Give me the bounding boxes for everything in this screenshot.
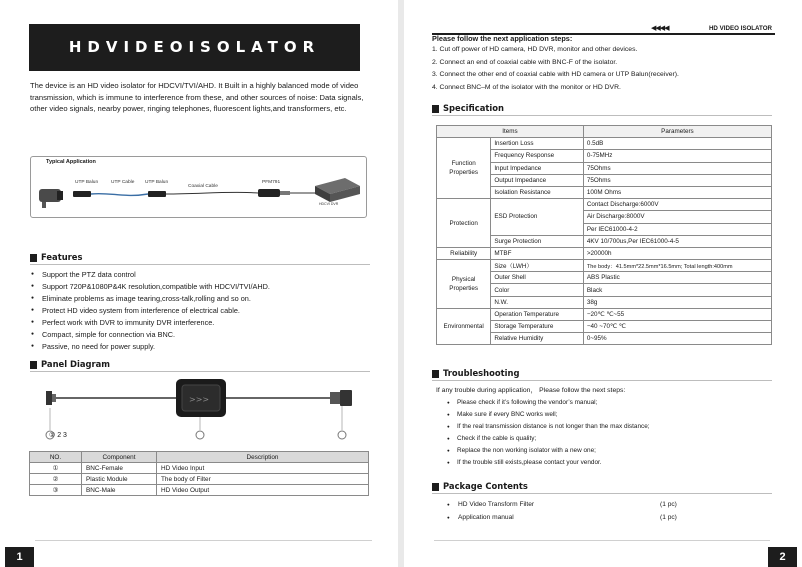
bnc-female-icon bbox=[46, 391, 176, 405]
table-row: ① BNC-Female HD Video Input bbox=[30, 463, 369, 474]
table-row: Protection ESD Protection Contact Discharge:6000V bbox=[437, 199, 772, 211]
table-row: Surge Protection 4KV 10/700us,Per IEC61000-4-5 bbox=[437, 235, 772, 247]
package-contents-heading bbox=[432, 482, 772, 494]
left-page: HDVIDEOISOLATOR The device is an HD video isolator for HDCVI/TVI/AHD. It Built in a highly balanced mode of video transmission, which is immune to interference from these, and other sources of noise: Data signals, other video signals, nearby power, ringing telephones, fluorescent lights,and transformers, etc. Typical Application UTP Balun UTP Cable UTP Balun Coaxial Cable PFM791 HDCVI DVR Features Support the PTZ data control Support 720P&1080P&4K resolution,compatible with HDCVI/TVI/AHD. Eliminate problems as image tearing,cross-talk,rolling and so on. Protect HD video system from interference of electrical cable. Perfect work with DVR to immunity DVR interference. Compact, simple for connection via BNC. Passive, no need for power supply. Panel Diagram >>> ① 2 3 NO. Component Description ① BNC-Female HD Video Input ② Plastic Module The body of Filter ③ BNC-Male HD Video Output 1 bbox=[0, 0, 398, 567]
table-header-row bbox=[30, 452, 369, 463]
table-row: Isolation Resistance 100M Ohms bbox=[437, 186, 772, 198]
col-description: Description bbox=[157, 452, 369, 463]
typical-application-title: Typical Application bbox=[46, 159, 96, 165]
panel-component-table bbox=[29, 451, 369, 496]
table-row: Outer Shell ABS Plastic bbox=[437, 272, 772, 284]
specification-heading bbox=[432, 104, 772, 116]
col-no: NO. bbox=[30, 452, 82, 463]
step-item: 4. Connect BNC–M of the isolator with the monitor or HD DVR. bbox=[432, 84, 621, 91]
specification-title: Specification bbox=[443, 103, 504, 113]
right-page: ◀◀◀◀ HD VIDEO ISOLATOR Please follow the next application steps: 1. Cut off power of HD camera, HD DVR, monitor and other devices. 2. Connect an end of coaxial cable with BNC-F of the isolator. 3. Connect the other end of coaxial cable with HD camera or UTP Balun(receiver). 4. Connect BNC–M of the isolator with the monitor or HD DVR. Specification Items Parameters Function Properties Insertion Loss 0.5dB Frequency Response 0-75MHz Input Impedance 75Ohms Output Impedance 75Ohms Isolation Resistance 100M Ohms Protection ESD Protection Contact Discharge:6000V Air Discharge:8000V Per IEC61000-4-2 Surge Protection 4KV 10/700us,Per IEC61000-4-5 Reliability MTBF >20000h Physical Properties Size（LWH） The body：41.5mm*22.5mm*16.5mm; Total length:400mm Outer Shell ABS Plastic Color Black N.W. 38g Environmental Operation Temperature −20℃ ℃~55 Storage Temperature −40 ~70℃ ℃ Relative Humidity 0~95% Troubleshooting If any trouble during application， Please follow the next steps: Please check if it’s following the vendor’s manual; Make sure if every BNC works well; If the real transmission distance is not longer than the max distance; Check if the cable is quality; Replace the non working isolator with a new one; If the trouble still exists,please contact your vendor. Package Contents HD Video Transform Filter (1 pc) Application manual (1 pc) 2 bbox=[404, 0, 802, 567]
troubleshooting-heading bbox=[432, 369, 772, 381]
table-row: Frequency Response 0-75MHz bbox=[437, 150, 772, 162]
features-title: Features bbox=[41, 252, 83, 262]
panel-diagram-heading bbox=[30, 360, 370, 372]
steps-title: Please follow the next application steps: bbox=[432, 34, 573, 43]
features-heading bbox=[30, 253, 370, 265]
col-component: Component bbox=[82, 452, 157, 463]
table-row: Relative Humidity 0~95% bbox=[437, 333, 772, 345]
table-row: Environmental Operation Temperature −20℃ ℃~55 bbox=[437, 308, 772, 320]
table-row: Air Discharge:8000V bbox=[437, 211, 772, 223]
camera-icon bbox=[39, 189, 63, 208]
diagram-label-coaxial-cable: Coaxial Cable bbox=[188, 184, 218, 189]
table-row: Input Impedance 75Ohms bbox=[437, 162, 772, 174]
coaxial-cable-line bbox=[166, 192, 258, 194]
step-item: 1. Cut off power of HD camera, HD DVR, monitor and other devices. bbox=[432, 46, 638, 53]
page-number: 1 bbox=[5, 547, 34, 567]
table-header-row: Items Parameters bbox=[437, 126, 772, 138]
panel-diagram-title: Panel Diagram bbox=[41, 359, 110, 369]
table-row: Function Properties Insertion Loss 0.5dB bbox=[437, 138, 772, 150]
table-row: Color Black bbox=[437, 284, 772, 296]
table-row: Per IEC61000-4-2 bbox=[437, 223, 772, 235]
section-marker bbox=[432, 370, 439, 378]
section-marker bbox=[30, 254, 37, 262]
intro-paragraph: The device is an HD video isolator for HDCVI/TVI/AHD. It Built in a highly balanced mode of video transmission, which is immune to interference from these, and other sources of noise: Data signals, other video signals, nearby power, ringing telephones, fluorescent lights,and transformers, etc. bbox=[30, 81, 364, 113]
table-row: Output Impedance 75Ohms bbox=[437, 174, 772, 186]
diagram-label-utp-cable: UTP Cable bbox=[111, 180, 135, 185]
section-marker bbox=[432, 483, 439, 491]
section-marker bbox=[432, 105, 439, 113]
diagram-label-pfm791: PFM791 bbox=[262, 180, 281, 185]
isolator-icon bbox=[258, 189, 290, 197]
banner-title: HDVIDEOISOLATOR bbox=[68, 38, 321, 56]
table-row: Storage Temperature −40 ~70℃ ℃ bbox=[437, 321, 772, 333]
package-contents-title: Package Contents bbox=[443, 481, 528, 491]
diagram-label-utp-balun-2: UTP Balun bbox=[145, 180, 169, 185]
dvr-icon bbox=[315, 178, 360, 202]
table-row: ② Plastic Module The body of Filter bbox=[30, 474, 369, 485]
specification-table bbox=[436, 125, 772, 345]
diagram-label-utp-balun-1: UTP Balun bbox=[75, 180, 99, 185]
section-marker bbox=[30, 361, 37, 369]
header-label: HD VIDEO ISOLATOR bbox=[708, 25, 772, 32]
title-banner bbox=[29, 24, 360, 71]
plastic-module-icon bbox=[176, 379, 226, 417]
utp-balun-icon bbox=[73, 191, 91, 197]
diagram-callouts: ① 2 3 bbox=[49, 432, 67, 439]
svg-text:>>>: >>> bbox=[189, 395, 210, 404]
panel-diagram-drawing bbox=[40, 375, 360, 445]
table-row: N.W. 38g bbox=[437, 296, 772, 308]
page-number: 2 bbox=[768, 547, 797, 567]
troubleshooting-title: Troubleshooting bbox=[443, 368, 520, 378]
table-row: Physical Properties Size（LWH） The body：41.5mm*22.5mm*16.5mm; Total length:400mm bbox=[437, 260, 772, 272]
step-item: 2. Connect an end of coaxial cable with BNC-F of the isolator. bbox=[432, 59, 618, 66]
bnc-male-icon bbox=[226, 390, 352, 406]
utp-balun-icon bbox=[148, 191, 166, 197]
table-row: ③ BNC-Male HD Video Output bbox=[30, 485, 369, 496]
utp-cable-line bbox=[91, 194, 148, 196]
typical-application-diagram bbox=[30, 156, 367, 218]
diagram-label-dvr: HDCVI DVR bbox=[319, 202, 339, 206]
step-item: 3. Connect the other end of coaxial cable with HD camera or UTP Balun(receiver). bbox=[432, 71, 679, 78]
table-row: Reliability MTBF >20000h bbox=[437, 247, 772, 259]
header-arrows-icon: ◀◀◀◀ bbox=[651, 25, 669, 32]
troubleshooting-intro: If any trouble during application， Please follow the next steps: bbox=[436, 387, 626, 394]
